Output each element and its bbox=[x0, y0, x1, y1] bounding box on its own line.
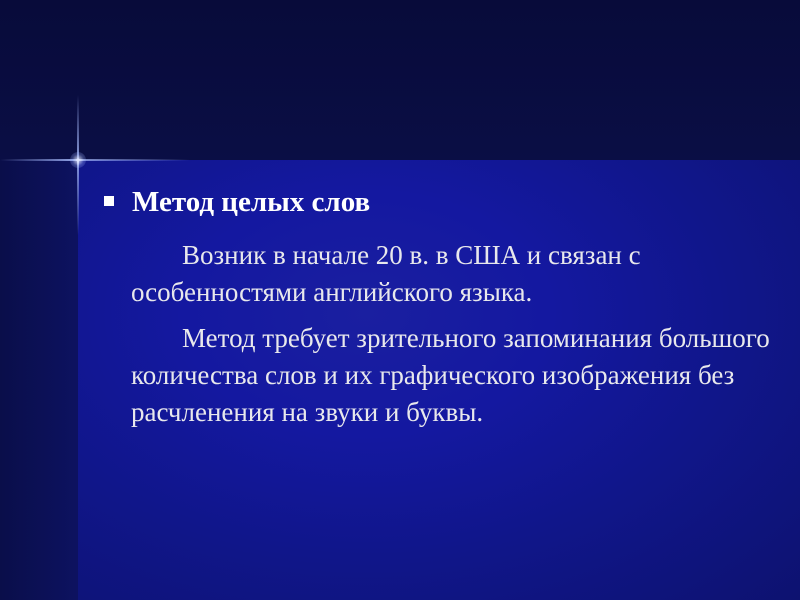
slide-left-strip bbox=[0, 160, 78, 600]
slide-heading: Метод целых слов bbox=[132, 186, 371, 218]
sparkle-glow bbox=[70, 152, 86, 168]
slide-paragraph: Метод требует зрительного запоминания большого количества слов и их графического изображения без расчленения на звуки и буквы. bbox=[131, 323, 770, 427]
sparkle-icon bbox=[0, 159, 190, 161]
slide-paragraph: Возник в начале 20 в. в США и связан с особенностями английского языка. bbox=[131, 240, 641, 307]
square-bullet-icon bbox=[104, 196, 114, 206]
slide-top-band bbox=[0, 0, 800, 160]
bullet-item bbox=[104, 184, 370, 220]
